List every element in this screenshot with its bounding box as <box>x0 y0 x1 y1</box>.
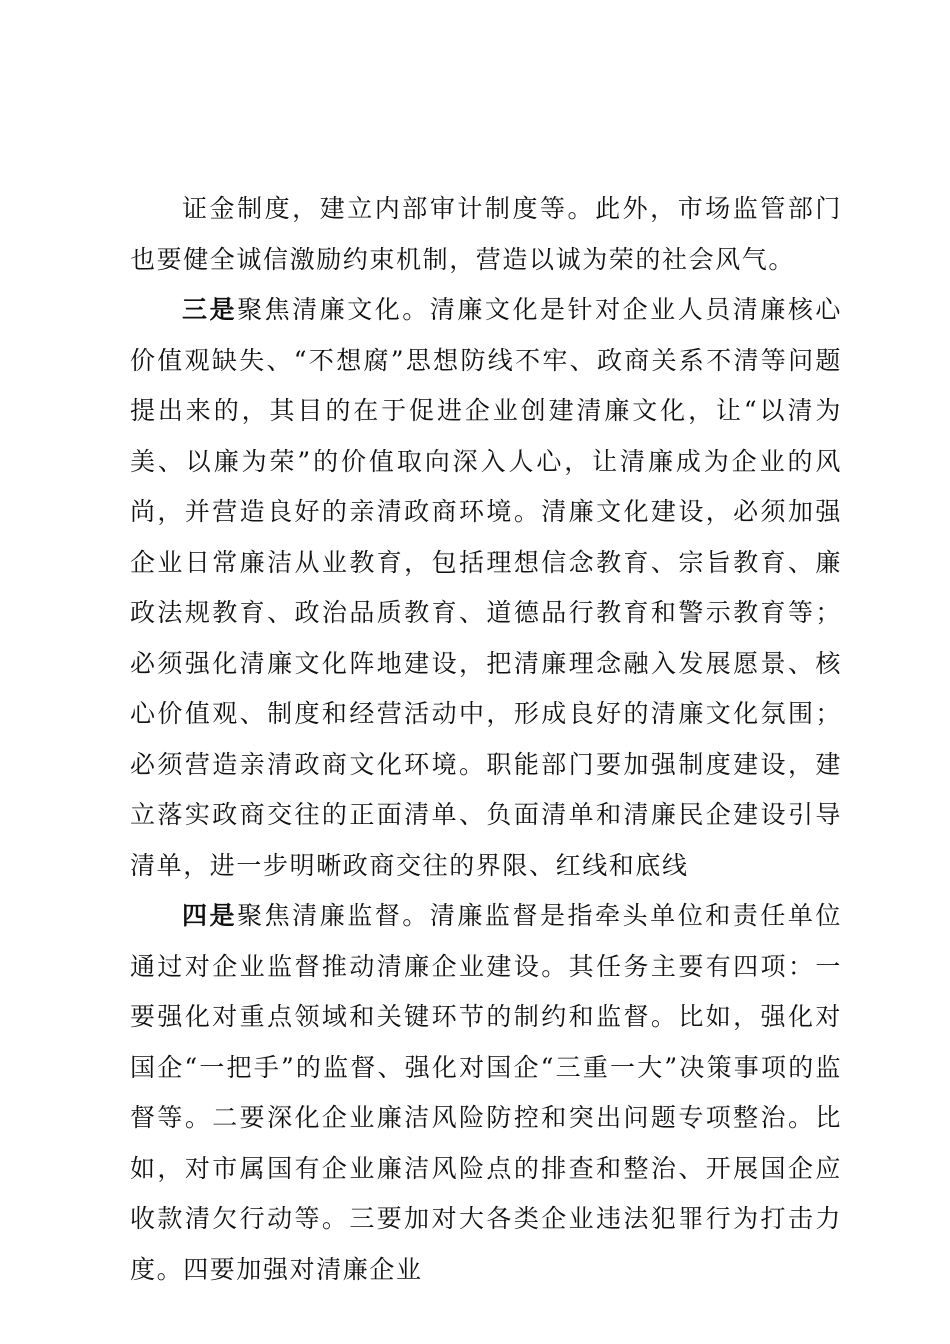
paragraph-1-text: 证金制度，建立内部审计制度等。此外，市场监管部门也要健全诚信激励约束机制，营造以诚为荣的社会风气。 <box>130 194 842 274</box>
paragraph-1 <box>130 184 842 285</box>
document-body <box>130 184 842 1295</box>
paragraph-3-text: 聚焦清廉监督。清廉监督是指牵头单位和责任单位通过对企业监督推动清廉企业建设。其任务主要有四项：一要强化对重点领域和关键环节的制约和监督。比如，强化对国企“一把手”的监督、强化对国企“三重一大”决策事项的监督等。二要深化企业廉洁风险防控和突出问题专项整治。比如，对市属国有企业廉洁风险点的排查和整治、开展国企应收款清欠行动等。三要加对大各类企业违法犯罪行为打击力度。四要加强对清廉企业 <box>130 901 842 1284</box>
paragraph-2 <box>130 285 842 891</box>
paragraph-2-lead: 三是 <box>182 295 238 324</box>
paragraph-3-lead: 四是 <box>182 901 238 930</box>
paragraph-3 <box>130 891 842 1295</box>
paragraph-2-text: 聚焦清廉文化。清廉文化是针对企业人员清廉核心价值观缺失、“不想腐”思想防线不牢、政商关系不清等问题提出来的，其目的在于促进企业创建清廉文化，让“以清为美、以廉为荣”的价值取向深入人心，让清廉成为企业的风尚，并营造良好的亲清政商环境。清廉文化建设，必须加强企业日常廉洁从业教育，包括理想信念教育、宗旨教育、廉政法规教育、政治品质教育、道德品行教育和警示教育等；必须强化清廉文化阵地建设，把清廉理念融入发展愿景、核心价值观、制度和经营活动中，形成良好的清廉文化氛围；必须营造亲清政商文化环境。职能部门要加强制度建设，建立落实政商交往的正面清单、负面清单和清廉民企建设引导清单，进一步明晰政商交往的界限、红线和底线 <box>130 295 842 880</box>
